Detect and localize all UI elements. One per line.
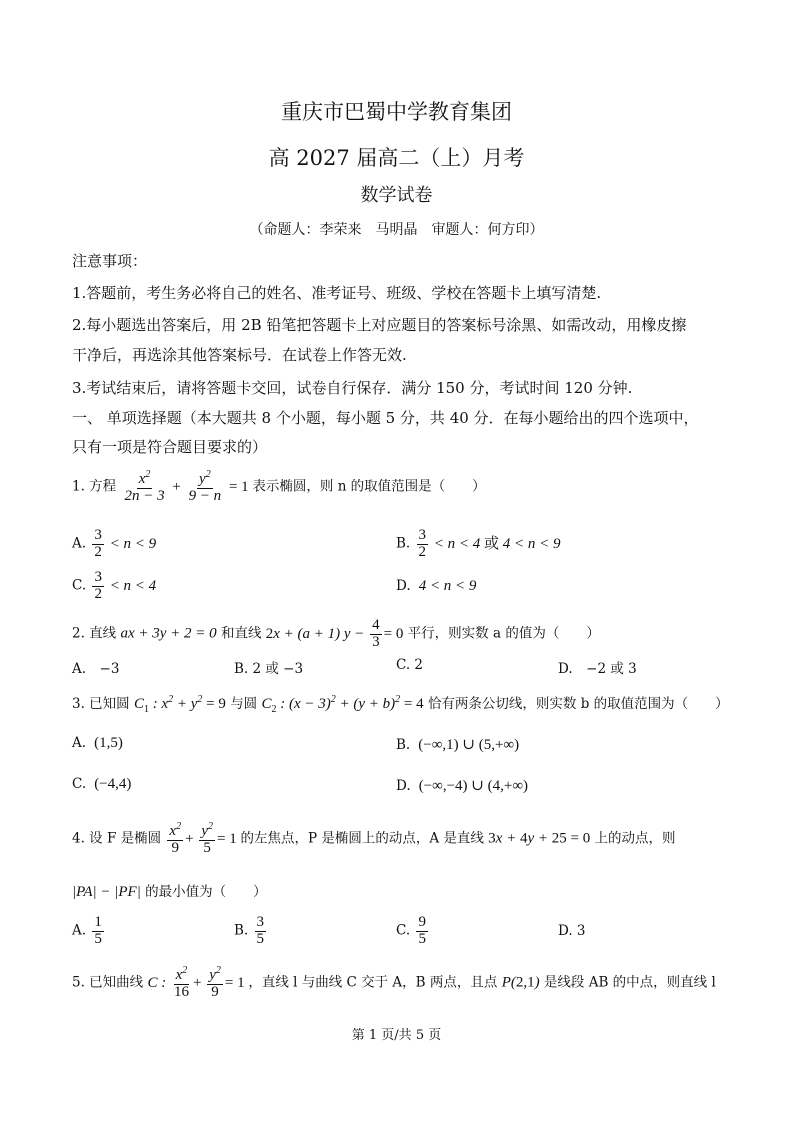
question-2: 2. 直线 ax + 3y + 2 = 0 和直线 2x + (a + 1) y − $\frac{4}{3}$ = 0 平行，则实数 a 的值为（ ） — [72, 617, 600, 650]
q1-suffix: 表示椭圆，则 n 的取值范围是（ ） — [252, 478, 486, 495]
q3-option-b: B. (−∞,1) ∪ (5,+∞) — [396, 737, 520, 753]
question-4-cont: |PA| − |PF| 的最小值为（ ） — [72, 884, 267, 900]
subject-title: 数学试卷 — [360, 185, 433, 206]
section-heading-cont: 只有一项是符合题目要求的） — [72, 438, 268, 456]
question-4: 4. 设 F 是椭圆 $\frac{x^2}{9}$ + $\frac{y^2}{5}$ = 1 的左焦点，P 是椭圆上的动点，A 是直线 3x + 4y + 25 = 0 上的动点，则 — [72, 821, 676, 856]
q3-option-c: C. (−4,4) — [72, 776, 132, 792]
note-item-2: 2.每小题选出答案后，用 2B 铅笔把答题卡上对应题目的答案标号涂黑、如需改动，用橡皮擦 — [72, 316, 687, 334]
q2-option-d: D. −2 或 3 — [558, 661, 637, 677]
q4-option-b: B. $\frac{3}{5}$ — [234, 914, 265, 947]
q1-equation: $\frac{x^2}{2n - 3}$ + $\frac{y^2}{9 - n}$ = 1 — [124, 469, 249, 504]
section-heading: 一、 单项选择题（本大题共 8 个小题，每小题 5 分，共 40 分．在每小题给出的四个选项中， — [72, 409, 699, 427]
q4-option-a: A. $\frac{1}{5}$ — [72, 914, 102, 947]
q2-option-c: C. 2 — [396, 657, 424, 673]
page-footer: 第 1 页/共 5 页 — [351, 1028, 442, 1043]
q3-option-d: D. (−∞,−4) ∪ (4,+∞) — [396, 778, 529, 794]
q1-prefix: 1. 方程 — [72, 478, 117, 495]
note-item-2-cont: 干净后，再选涂其他答案标号．在试卷上作答无效. — [72, 346, 407, 364]
note-item-1: 1.答题前，考生务必将自己的姓名、准考证号、班级、学校在答题卡上填写清楚. — [72, 284, 602, 302]
note-item-3: 3.考试结束后，请将答题卡交回，试卷自行保存．满分 150 分，考试时间 120 分钟. — [72, 379, 633, 397]
q2-option-b: B. 2 或 −3 — [234, 661, 304, 677]
q4-option-d: D. 3 — [558, 923, 586, 939]
notes-heading: 注意事项： — [72, 252, 148, 270]
q1-option-d: D. 4 < n < 9 — [396, 578, 477, 594]
q1-option-c: C. $\frac{3}{2}$ < n < 4 — [72, 569, 157, 602]
question-3: 3. 已知圆 $C_1$ : $x^2 + y^2 = 9$ 与圆 $C_2$ : $(x - 3)^2 + (y + b)^2 = 4$ 恰有两条公切线，则实数 b 的取值范围为（ ） — [72, 694, 729, 715]
q1-option-a: A. $\frac{3}{2}$ < n < 9 — [72, 527, 157, 560]
q2-option-a: A. −3 — [72, 661, 120, 677]
school-name: 重庆市巴蜀中学教育集团 — [281, 100, 512, 124]
q3-option-a: A. (1,5) — [72, 735, 123, 751]
question-1 — [72, 470, 486, 505]
q1-option-b: B. $\frac{3}{2}$ < n < 4 或 4 < n < 9 — [396, 527, 561, 560]
question-5: 5. 已知曲线 C : $\frac{x^2}{16}$ + $\frac{y^2}{9}$ = 1 ，直线 l 与曲线 C 交于 A，B 两点，且点 P(2,1) 是线段 AB 的中点，则直线 l — [72, 965, 716, 1000]
authors-line: （命题人：李荣来 马明晶 审题人：何方印） — [249, 222, 544, 238]
exam-title: 高 2027 届高二（上）月考 — [268, 146, 525, 170]
q4-option-c: C. $\frac{9}{5}$ — [396, 914, 426, 947]
